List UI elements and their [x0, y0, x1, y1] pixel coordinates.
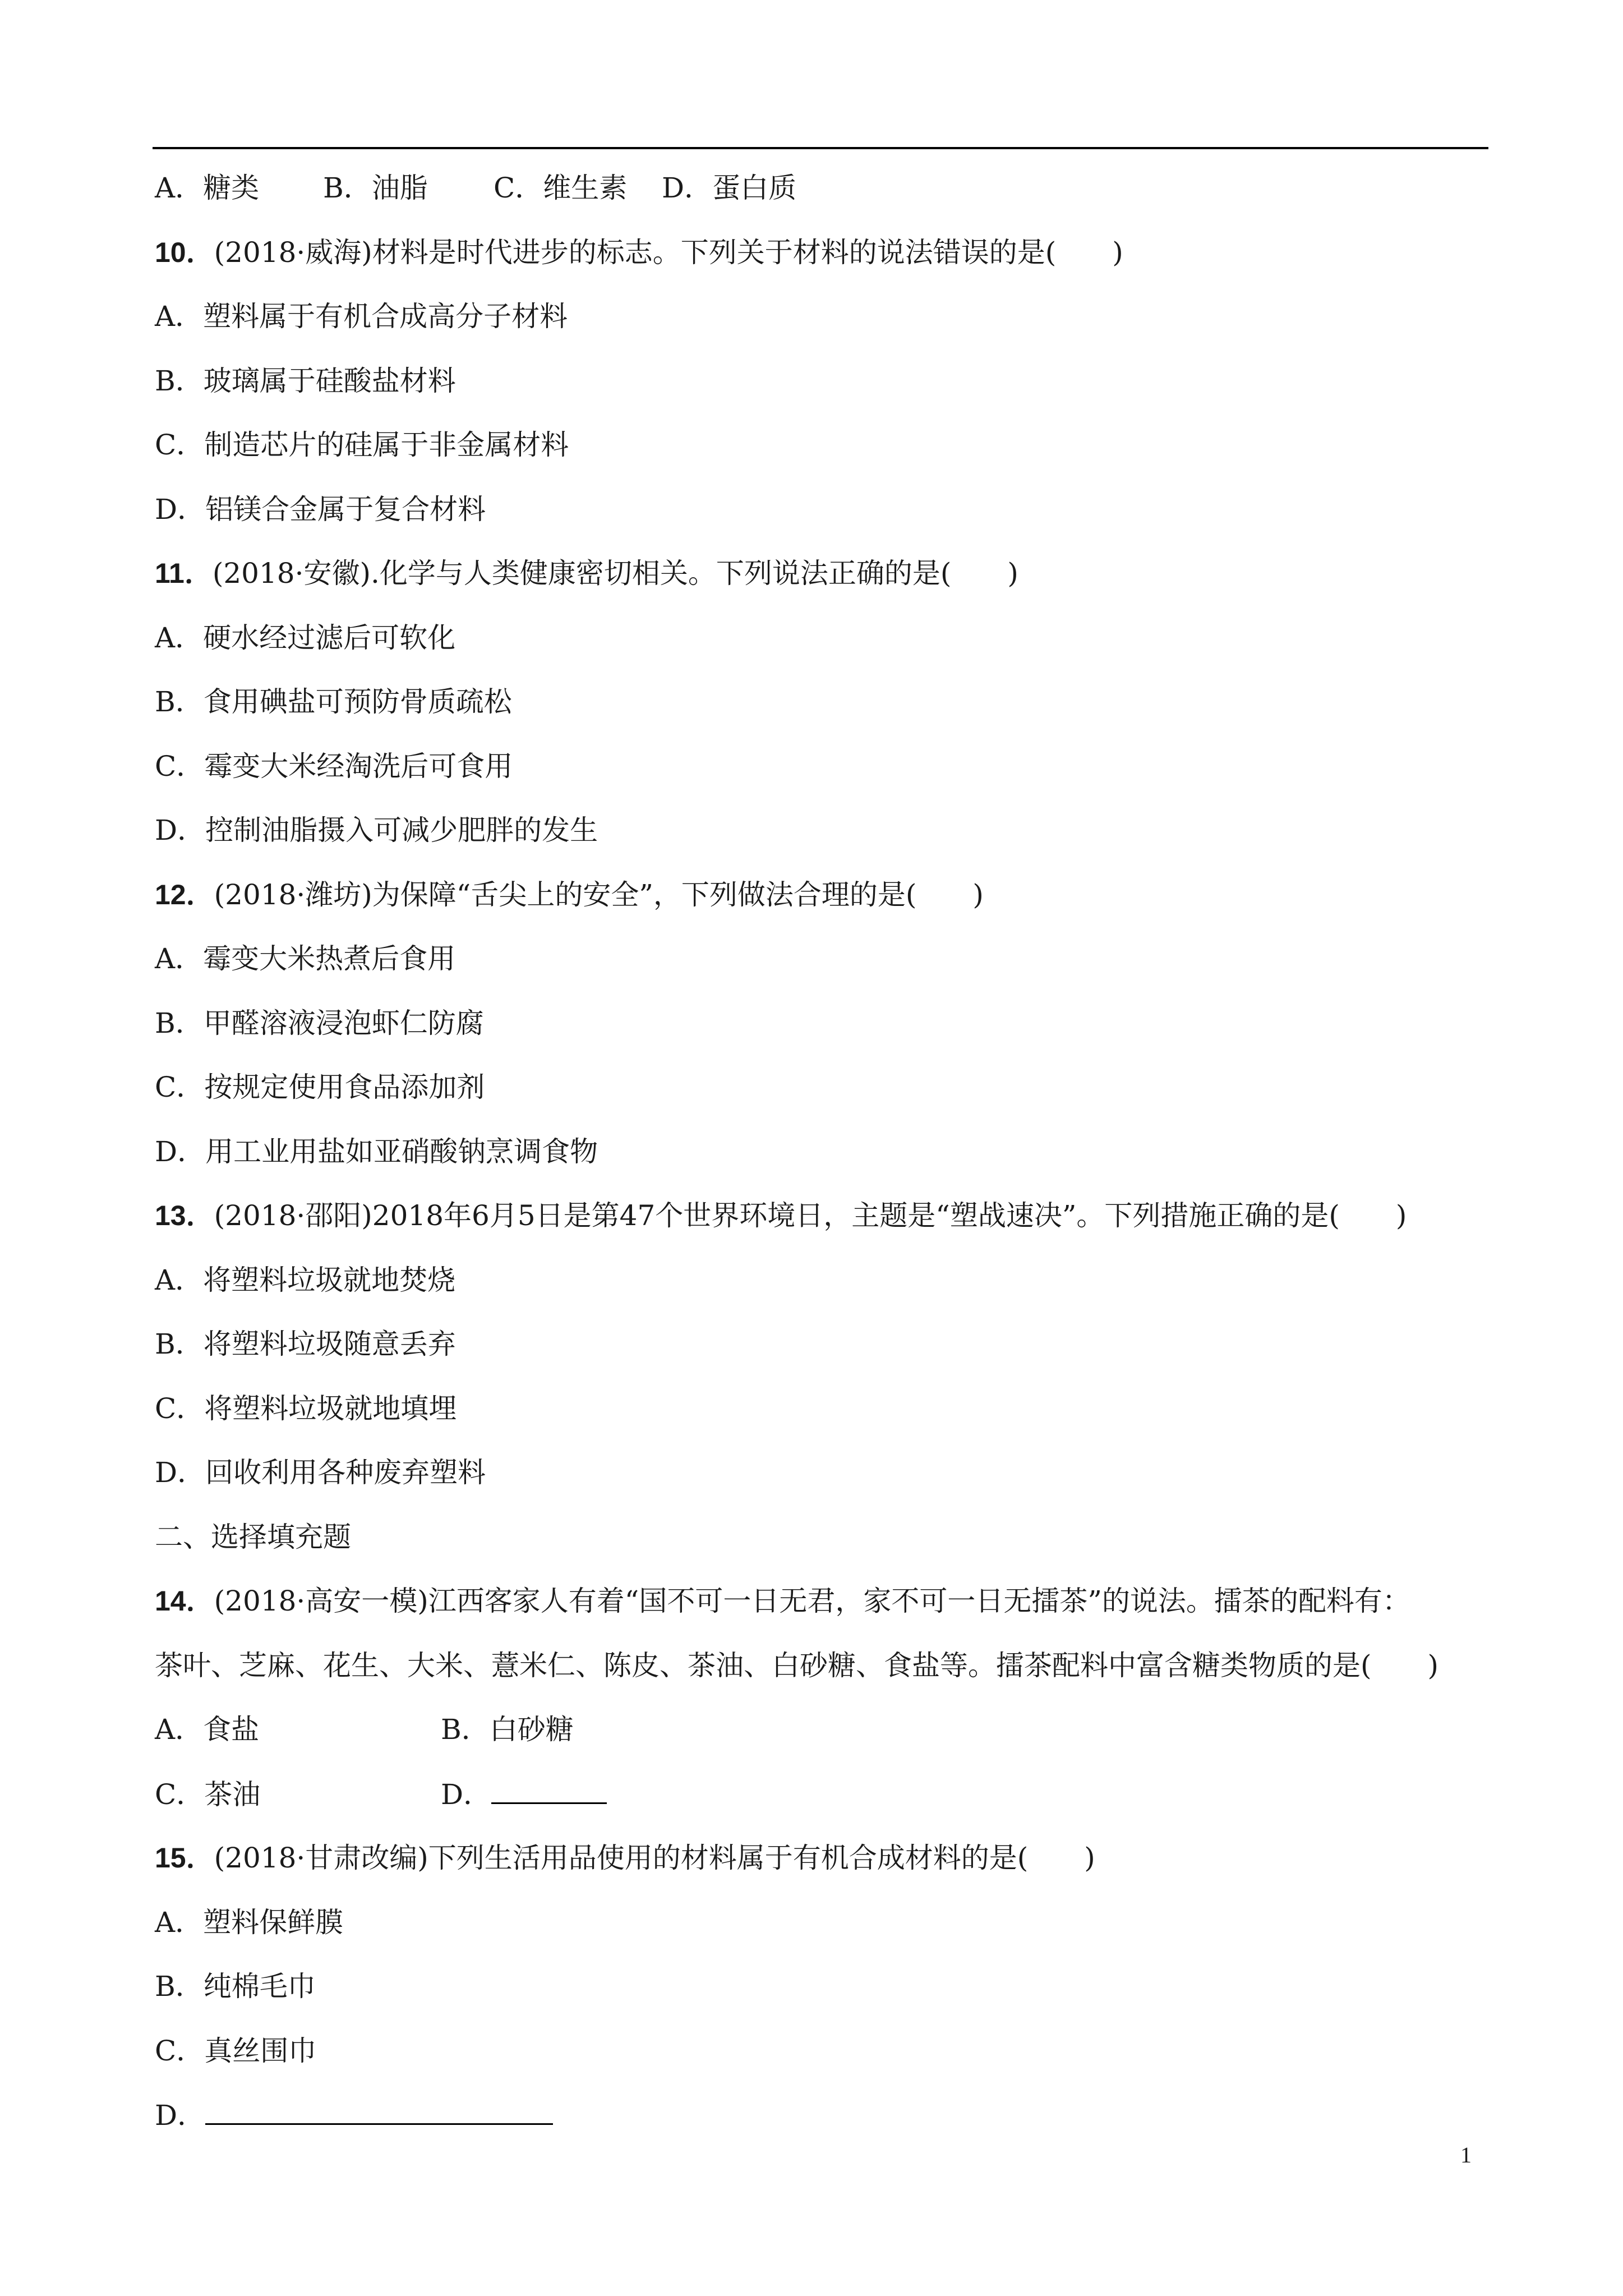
- q15-option-b: B．纯棉毛巾: [155, 1970, 316, 2003]
- question-11-stem: [155, 553, 1512, 617]
- q9-option-a: A．糖类: [155, 172, 260, 204]
- q15-option-c: C．真丝围巾: [155, 2034, 317, 2067]
- q12-option-d: D．用工业用盐如亚硝酸钠烹调食物: [155, 1135, 598, 1168]
- question-15-stem: [155, 1837, 1512, 1902]
- question-13-stem: [155, 1195, 1512, 1259]
- question-14-stem: [155, 1580, 1512, 1645]
- q14-option-d: [441, 1773, 607, 1815]
- q12-option-c: C．按规定使用食品添加剂: [155, 1071, 485, 1103]
- question-text: (2018·威海)材料是时代进步的标志。下列关于材料的说法错误的是( ): [214, 236, 1123, 269]
- q13-option-d: D．回收利用各种废弃塑料: [155, 1456, 486, 1489]
- q9-option-b: B．油脂: [323, 172, 428, 204]
- q14-options-row-1: [155, 1709, 1512, 1773]
- answer-blank: [205, 2094, 553, 2125]
- q14-option-a: A．食盐: [155, 1713, 260, 1746]
- q11-option-b: B．食用碘盐可预防骨质疏松: [155, 685, 512, 718]
- question-text: (2018·潍坊)为保障“舌尖上的安全”，下列做法合理的是( ): [214, 878, 984, 911]
- question-10-stem: [155, 232, 1512, 296]
- q11-option-a: A．硬水经过滤后可软化: [155, 621, 456, 654]
- q10-option-d: D．铝镁合金属于复合材料: [155, 493, 486, 526]
- q13-option-c: C．将塑料垃圾就地填埋: [155, 1392, 457, 1425]
- page-number: 1: [1460, 2142, 1472, 2168]
- q15-option-d-label: D．: [155, 2099, 206, 2132]
- question-number: 10．: [155, 236, 214, 268]
- question-text: (2018·邵阳)2018年6月5日是第47个世界环境日，主题是“塑战速决”。下列措施正确的是( ): [214, 1199, 1407, 1232]
- question-number: 13．: [155, 1200, 214, 1231]
- q10-option-b: B．玻璃属于硅酸盐材料: [155, 364, 456, 397]
- q9-option-d: D．蛋白质: [662, 172, 797, 204]
- question-page: [155, 167, 1512, 2159]
- q14-option-c: C．茶油: [155, 1778, 261, 1811]
- q11-option-d: D．控制油脂摄入可减少肥胖的发生: [155, 814, 598, 846]
- q12-option-b: B．甲醛溶液浸泡虾仁防腐: [155, 1006, 484, 1039]
- question-12-stem: [155, 874, 1512, 938]
- q13-option-b: B．将塑料垃圾随意丢弃: [155, 1328, 456, 1360]
- q10-option-c: C．制造芯片的硅属于非金属材料: [155, 429, 569, 461]
- q10-option-a: A．塑料属于有机合成高分子材料: [155, 300, 568, 333]
- q11-option-c: C．霉变大米经淘洗后可食用: [155, 749, 513, 783]
- question-14-stem-continued: 茶叶、芝麻、花生、大米、薏米仁、陈皮、茶油、白砂糖、食盐等。擂茶配料中富含糖类物质的是( ): [155, 1649, 1439, 1682]
- question-number: 12．: [155, 878, 214, 910]
- q13-option-a: A．将塑料垃圾就地焚烧: [155, 1263, 456, 1296]
- question-text: (2018·安徽).化学与人类健康密切相关。下列说法正确的是( ): [212, 557, 1018, 590]
- question-text: (2018·高安一模)江西客家人有着“国不可一日无君，家不可一日无擂茶”的说法。擂茶的配料有：: [214, 1585, 1410, 1617]
- question-number: 15．: [155, 1842, 214, 1874]
- q14-option-b: B．白砂糖: [441, 1713, 574, 1746]
- q9-options-row: [155, 167, 1512, 232]
- q14-options-row-2: [155, 1773, 1512, 1838]
- header-rule: [153, 147, 1488, 149]
- section-2-title: 二、选择填充题: [155, 1520, 351, 1553]
- question-number: 11．: [155, 558, 213, 589]
- answer-blank: [491, 1773, 607, 1804]
- q15-option-a: A．塑料保鲜膜: [155, 1906, 344, 1939]
- q12-option-a: A．霉变大米热煮后食用: [155, 942, 456, 975]
- q15-option-d: [155, 2094, 1512, 2159]
- q14-option-d-label: D．: [441, 1778, 492, 1811]
- question-text: (2018·甘肃改编)下列生活用品使用的材料属于有机合成材料的是( ): [214, 1842, 1095, 1874]
- q9-option-c: C．维生素: [494, 172, 628, 204]
- question-number: 14．: [155, 1585, 214, 1617]
